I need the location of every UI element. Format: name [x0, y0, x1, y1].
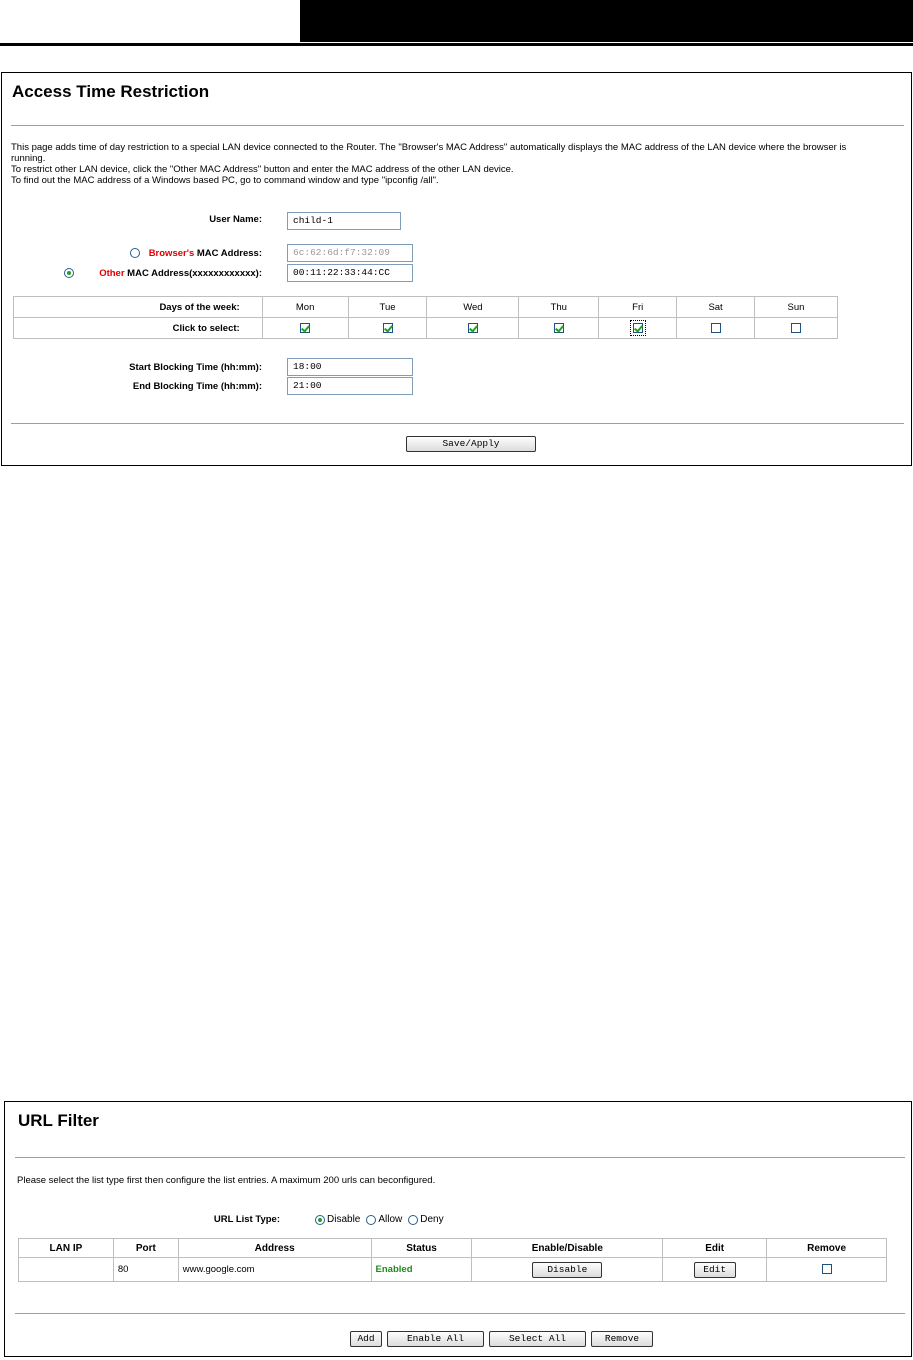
save-apply-button[interactable]: Save/Apply — [406, 436, 536, 452]
other-mac-label-red: Other — [99, 268, 125, 279]
day-wed-cell — [427, 318, 519, 339]
disable-button[interactable]: Disable — [532, 1262, 602, 1278]
enable-all-button[interactable]: Enable All — [387, 1331, 484, 1347]
day-thu-cell — [519, 318, 599, 339]
end-time-label: End Blocking Time (hh:mm): — [132, 381, 262, 392]
browser-mac-label — [142, 248, 262, 259]
intro-line-2: running. — [11, 153, 46, 164]
days-of-week-label: Days of the week: — [14, 297, 263, 318]
col-status: Status — [371, 1239, 472, 1258]
url-filter-divider-bottom — [15, 1313, 905, 1314]
other-mac-radio[interactable] — [64, 268, 74, 278]
row-status — [371, 1258, 472, 1282]
col-remove: Remove — [767, 1239, 887, 1258]
list-type-disable-radio[interactable] — [315, 1215, 325, 1225]
list-type-disable-label: Disable — [327, 1214, 361, 1225]
url-list-type-label: URL List Type: — [213, 1214, 280, 1225]
intro-line-3: To restrict other LAN device, click the "Other MAC Address" button and enter the MAC address of the other LAN device. — [11, 164, 514, 175]
col-lan-ip: LAN IP — [19, 1239, 114, 1258]
start-time-input[interactable]: 18:00 — [287, 358, 413, 376]
days-table — [13, 296, 838, 339]
day-sun-cell — [755, 318, 838, 339]
url-filter-intro: Please select the list type first then configure the list entries. A maximum 200 urls can beconfigured. — [17, 1175, 436, 1186]
url-table — [18, 1238, 887, 1282]
end-time-input[interactable]: 21:00 — [287, 377, 413, 395]
remove-button[interactable]: Remove — [591, 1331, 653, 1347]
list-type-deny-option[interactable] — [408, 1214, 443, 1225]
browser-mac-input[interactable]: 6c:62:6d:f7:32:09 — [287, 244, 413, 262]
table-row — [19, 1258, 887, 1282]
access-time-divider-top — [11, 125, 904, 126]
row-lan-ip — [19, 1258, 114, 1282]
day-wed-checkbox[interactable] — [468, 323, 478, 333]
day-thu-label: Thu — [519, 297, 599, 318]
col-address: Address — [178, 1239, 371, 1258]
url-table-header — [19, 1239, 887, 1258]
day-sat-cell — [677, 318, 755, 339]
col-edit: Edit — [663, 1239, 767, 1258]
day-tue-cell — [348, 318, 427, 339]
status-badge: Enabled — [375, 1264, 413, 1275]
list-type-disable-option[interactable] — [315, 1214, 360, 1225]
header-rule — [0, 43, 913, 46]
start-time-label: Start Blocking Time (hh:mm): — [129, 362, 262, 373]
day-fri-label: Fri — [599, 297, 677, 318]
access-time-divider-bottom — [11, 423, 904, 424]
user-name-label: User Name: — [209, 214, 262, 225]
day-mon-label: Mon — [262, 297, 348, 318]
url-filter-title — [18, 1111, 99, 1131]
col-enable-disable: Enable/Disable — [472, 1239, 663, 1258]
edit-button[interactable]: Edit — [694, 1262, 736, 1278]
day-thu-checkbox[interactable] — [554, 323, 564, 333]
remove-checkbox[interactable] — [822, 1264, 832, 1274]
intro-line-1: This page adds time of day restriction to a special LAN device connected to the Router. The "Browser's MAC Address" automatically displays the MAC address of the LAN device where the browser is — [11, 142, 847, 153]
row-toggle-cell — [472, 1258, 663, 1282]
day-fri-cell — [599, 318, 677, 339]
url-filter-panel — [4, 1101, 912, 1357]
access-time-title: Access Time Restriction — [12, 82, 210, 101]
url-list-type-options — [315, 1214, 450, 1225]
other-mac-input[interactable]: 00:11:22:33:44:CC — [287, 264, 413, 282]
day-wed-label: Wed — [427, 297, 519, 318]
day-mon-cell — [262, 318, 348, 339]
browser-mac-radio[interactable] — [130, 248, 140, 258]
day-sun-checkbox[interactable] — [791, 323, 801, 333]
day-tue-checkbox[interactable] — [383, 323, 393, 333]
browser-mac-label-red: Browser's — [148, 248, 195, 259]
col-port: Port — [113, 1239, 178, 1258]
row-port: 80 — [113, 1258, 178, 1282]
row-edit-cell — [663, 1258, 767, 1282]
other-mac-label — [76, 268, 262, 279]
select-all-button[interactable]: Select All — [489, 1331, 586, 1347]
day-sat-checkbox[interactable] — [711, 323, 721, 333]
list-type-allow-radio[interactable] — [366, 1215, 376, 1225]
url-filter-divider-top — [15, 1157, 905, 1158]
days-row — [14, 297, 838, 318]
row-address: www.google.com — [178, 1258, 371, 1282]
add-button[interactable]: Add — [350, 1331, 382, 1347]
list-type-allow-label: Allow — [378, 1214, 403, 1225]
browser-mac-label-rest: MAC Address: — [194, 248, 262, 259]
intro-line-4: To find out the MAC address of a Windows based PC, go to command window and type "ipconfig /all". — [11, 175, 439, 186]
other-mac-label-rest: MAC Address(xxxxxxxxxxxx): — [124, 268, 262, 279]
user-name-input[interactable]: child-1 — [287, 212, 401, 230]
access-time-intro — [11, 142, 906, 186]
list-type-deny-radio[interactable] — [408, 1215, 418, 1225]
day-sun-label: Sun — [755, 297, 838, 318]
day-fri-checkbox[interactable] — [633, 323, 643, 333]
url-filter-title-rest: Filter — [52, 1111, 99, 1130]
url-filter-title-bold: URL — [18, 1111, 53, 1130]
select-row — [14, 318, 838, 339]
day-tue-label: Tue — [348, 297, 427, 318]
header-black-bar — [300, 0, 913, 42]
click-to-select-label: Click to select: — [14, 318, 263, 339]
day-sat-label: Sat — [677, 297, 755, 318]
day-mon-checkbox[interactable] — [300, 323, 310, 333]
list-type-allow-option[interactable] — [366, 1214, 402, 1225]
row-remove-cell — [767, 1258, 887, 1282]
list-type-deny-label: Deny — [420, 1214, 444, 1225]
